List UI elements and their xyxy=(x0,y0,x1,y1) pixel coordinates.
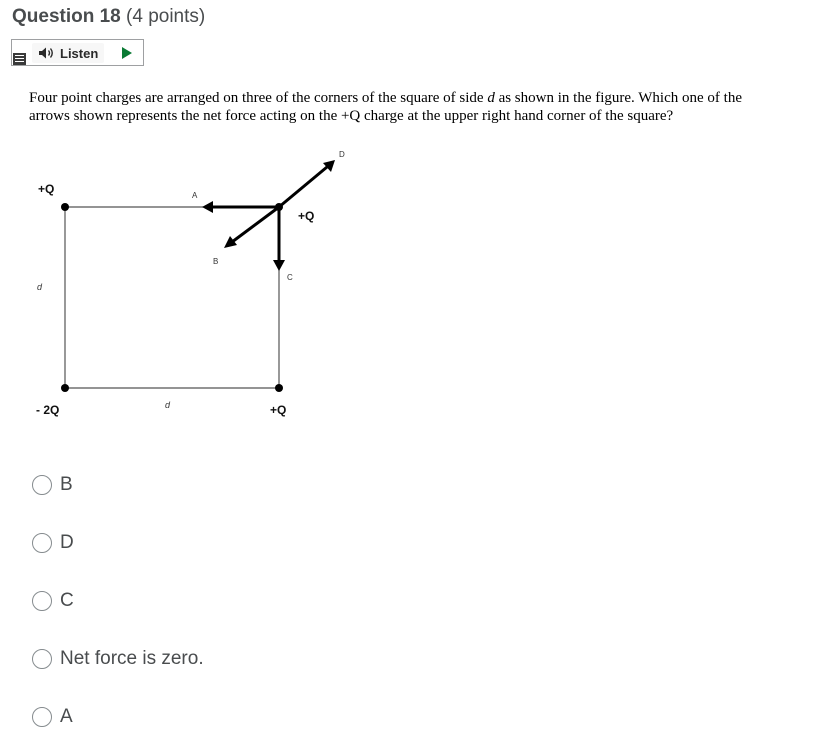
charge-square-figure xyxy=(0,140,380,440)
charge-dot-top-left xyxy=(61,203,69,211)
option-a[interactable] xyxy=(32,706,73,728)
question-points: (4 points) xyxy=(126,6,206,27)
charge-dot-bottom-left xyxy=(61,384,69,392)
option-label: Net force is zero. xyxy=(60,648,204,669)
listen-toolbar xyxy=(11,39,144,66)
label-charge-bottom-right: +Q xyxy=(270,403,287,417)
option-b[interactable] xyxy=(32,474,73,496)
radio-button[interactable] xyxy=(32,533,52,553)
listen-label: Listen xyxy=(60,45,99,61)
option-c[interactable] xyxy=(32,590,74,612)
label-arrow-c: C xyxy=(287,273,293,282)
question-text-part-1: Four point charges are arranged on three of the corners of the square of side xyxy=(29,90,488,106)
arrow-b-head xyxy=(224,236,237,248)
question-text-part-2: as shown in the figure. Which one of the arrows shown represents the net force acting on the +Q charge at the upper right hand corner of the square? xyxy=(29,90,742,124)
radio-button[interactable] xyxy=(32,649,52,669)
option-label: B xyxy=(60,474,73,495)
charge-dot-bottom-right xyxy=(275,384,283,392)
label-charge-top-right: +Q xyxy=(298,209,315,223)
option-net-force-zero[interactable] xyxy=(32,648,204,670)
arrow-b xyxy=(232,207,279,242)
option-label: C xyxy=(60,590,74,611)
play-icon[interactable] xyxy=(122,47,132,59)
arrow-c-head xyxy=(273,260,285,271)
option-label: A xyxy=(60,706,73,727)
arrow-d xyxy=(279,167,327,207)
label-side-left: d xyxy=(37,282,43,292)
label-arrow-a: A xyxy=(192,191,198,200)
question-header xyxy=(12,6,205,28)
label-arrow-d: D xyxy=(339,150,345,159)
option-d[interactable] xyxy=(32,532,74,554)
question-title: Question 18 xyxy=(12,6,121,27)
label-charge-top-left: +Q xyxy=(38,182,55,196)
side-symbol: d xyxy=(487,90,495,106)
radio-button[interactable] xyxy=(32,707,52,727)
listen-button[interactable] xyxy=(32,43,104,63)
option-label: D xyxy=(60,532,74,553)
label-charge-bottom-left: - 2Q xyxy=(36,403,60,417)
radio-button[interactable] xyxy=(32,591,52,611)
label-arrow-b: B xyxy=(213,257,219,266)
question-text xyxy=(29,89,759,125)
label-side-bottom: d xyxy=(165,400,171,410)
radio-button[interactable] xyxy=(32,475,52,495)
speaker-icon xyxy=(38,46,56,60)
menu-icon[interactable] xyxy=(13,53,26,65)
arrow-a-head xyxy=(202,201,213,213)
